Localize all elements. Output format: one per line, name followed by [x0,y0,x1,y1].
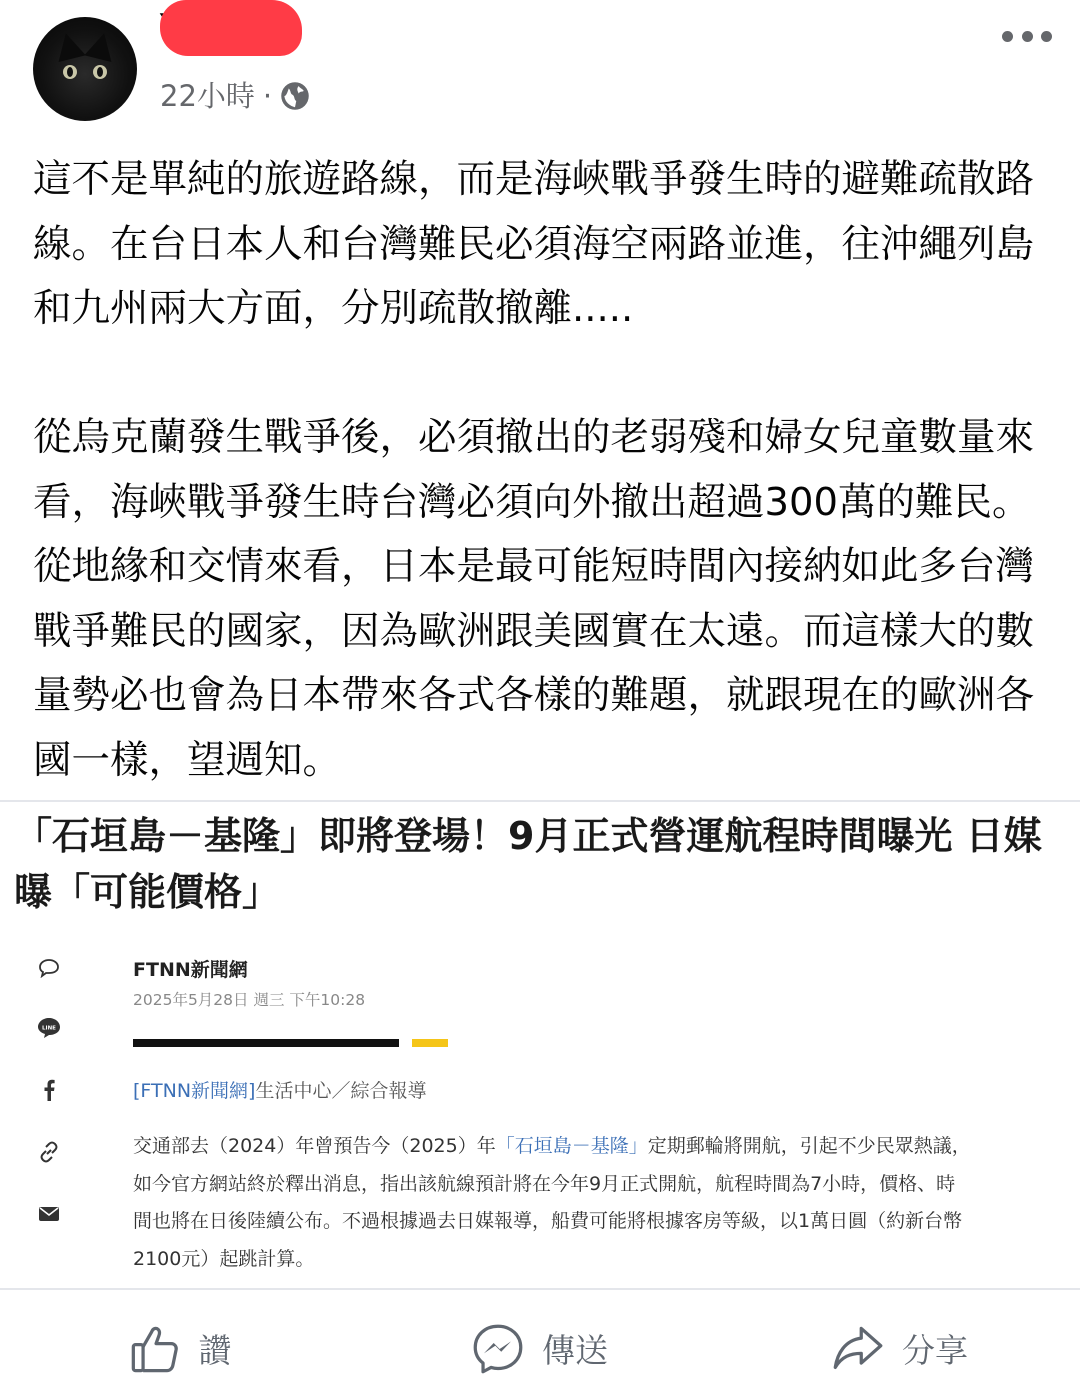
avatar-cat-ear-left [52,30,85,62]
share-button[interactable] [720,1306,1080,1391]
line-icon[interactable] [36,1015,62,1041]
more-options-icon[interactable] [1002,26,1052,46]
article-source[interactable]: FTNN新聞網 [133,959,248,981]
divider [0,800,1080,802]
avatar-cat-eye-left [63,65,77,79]
post-header [0,0,1080,140]
more-dot [1022,31,1033,42]
messenger-icon [472,1323,524,1375]
avatar-cat-ear-right [84,30,117,62]
byline-section: 生活中心／綜合報導 [255,1080,427,1102]
more-dot [1002,31,1013,42]
article-route-link[interactable]: 「石垣島－基隆」 [495,1135,648,1157]
post-action-bar [0,1306,1080,1391]
article-body-text-continued: 定期郵輪將開航，引起不少民眾熱議，如今官方網站終於釋出消息，指出該航線預計將在今年9月正式開航，航程時間為7小時，價格、時間也將在日後陸續公布。不過根據過去日媒報導，船費可能將根據客房等級，以1萬日圓（約新台幣2100元）起跳計算。 [133,1135,971,1270]
send-label: 傳送 [542,1331,608,1370]
article-accent-bar [412,1039,448,1047]
mail-icon[interactable] [36,1201,62,1227]
avatar[interactable] [33,17,137,121]
post-paragraph-2: 從烏克蘭發生戰爭後，必須撤出的老弱殘和婦女兒童數量來看，海峽戰爭發生時台灣必須向外撤出超過300萬的難民。從地緣和交情來看，日本是最可能短時間內接納如此多台灣戰爭難民的國家，因為歐洲跟美國實在太遠。而這樣大的數量勢必也會為日本帶來各式各樣的難題，就跟現在的歐洲各國一樣，望週知。 [33,415,1035,783]
post-paragraph-1: 這不是單純的旅遊路線，而是海峽戰爭發生時的避難疏散路線。在台日本人和台灣難民必須海空兩路並進，往沖繩列島和九州兩大方面，分別疏散撤離..... [33,157,1035,331]
byline-brand-link[interactable]: [FTNN新聞網] [133,1080,256,1102]
post-time[interactable]: 22小時 [160,79,255,113]
like-button[interactable] [0,1306,360,1391]
send-button[interactable] [360,1306,720,1391]
avatar-cat-eye-right [93,65,107,79]
article-divider-bar [133,1039,399,1047]
share-arrow-icon [832,1323,884,1375]
share-label: 分享 [902,1331,968,1370]
article-title[interactable]: 「石垣島－基隆」即將登場！9月正式營運航程時間曝光 日媒曝「可能價格」 [14,814,1042,914]
facebook-icon[interactable] [36,1077,62,1103]
like-label: 讚 [198,1331,232,1370]
post-meta [160,76,310,116]
article-body [133,1128,973,1278]
svg-text:LINE: LINE [42,1025,56,1032]
article-date: 2025年5月28日 週三 下午10:28 [133,991,366,1009]
meta-separator: · [262,79,273,113]
author-name-redaction [160,0,302,56]
globe-icon[interactable] [280,81,310,111]
link-icon[interactable] [36,1139,62,1165]
thumbs-up-icon [129,1323,181,1375]
comment-icon[interactable] [36,955,62,981]
article-byline [133,1078,426,1104]
divider [0,1288,1080,1290]
more-dot [1041,31,1052,42]
paragraph-gap [33,342,1048,407]
post-body [33,148,1048,793]
article-body-text: 交通部去（2024）年曾預告今（2025）年 [133,1135,496,1157]
